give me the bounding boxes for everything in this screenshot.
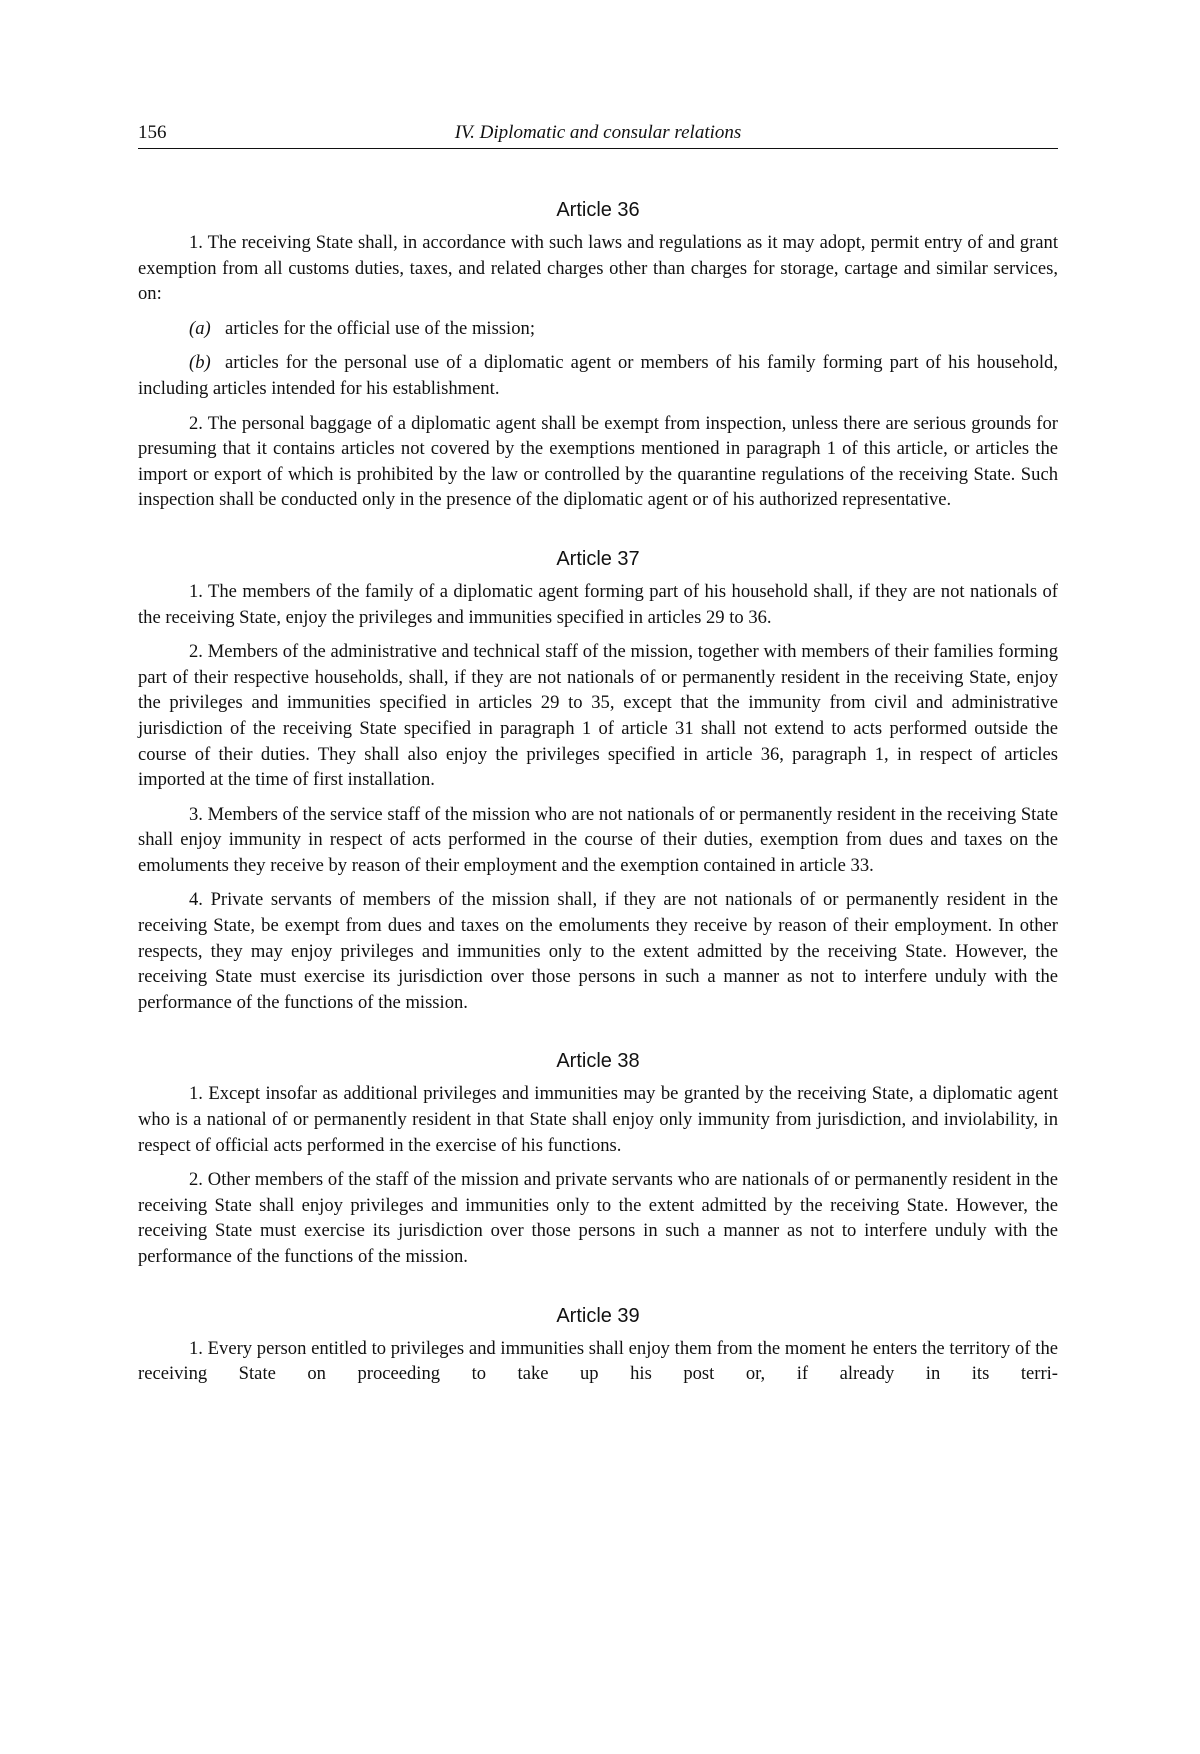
article-heading: Article 36: [556, 199, 640, 221]
article-36: [138, 199, 1058, 513]
paragraph: 2. Members of the administrative and technical staff of the mission, together with members of their families forming part of their respective households, shall, if they are not nationals of or permanently resident in the receiving State, enjoy the privileges and immunities specified in articles 29 to 35, except that the immunity from civil and administrative jurisdiction of the receiving State specified in paragraph 1 of article 31 shall not extend to acts performed outside the course of their duties. They shall also enjoy the privileges specified in article 36, paragraph 1, in respect of articles imported at the time of first installation.: [138, 641, 1058, 791]
running-head: [138, 120, 1058, 149]
paragraph: 1. Every person entitled to privileges and immunities shall enjoy them from the moment he enters the territory of the receiving State on proceeding to take up his post or, if already in its terri-: [138, 1337, 1058, 1385]
article-heading: Article 38: [556, 1050, 640, 1073]
article-39: [138, 1305, 1058, 1387]
list-item-label: (b): [189, 352, 211, 374]
article-heading: Article 37: [556, 547, 640, 570]
running-title: IV. Diplomatic and consular relations: [454, 122, 742, 143]
list-item-text: articles for the official use of the mission;: [225, 317, 535, 339]
paragraph: 1. The receiving State shall, in accordance with such laws and regulations as it may adopt, permit entry of and grant exemption from all customs duties, taxes, and related charges other than charges for storage, cartage and similar services, on:: [138, 232, 1058, 305]
paragraph: 2. Other members of the staff of the mission and private servants who are nationals of or permanently resident in the receiving State shall enjoy privileges and immunities only to the extent admitted by the receiving State. However, the receiving State must exercise its jurisdiction over those persons in such a manner as not to interfere unduly with the performance of the functions of the mission.: [138, 1169, 1058, 1267]
paragraph: 4. Private servants of members of the mission shall, if they are not nationals of or permanently resident in the receiving State, be exempt from dues and taxes on the emoluments they receive by reason of their employment. In other respects, they may enjoy privileges and immunities only to the extent admitted by the receiving State. However, the receiving State must exercise its jurisdiction over those persons in such a manner as not to interfere unduly with the performance of the functions of the mission.: [138, 889, 1058, 1013]
paragraph: 1. Except insofar as additional privileges and immunities may be granted by the receiving State, a diplomatic agent who is a national of or permanently resident in that State shall enjoy only immunity from jurisdiction, and inviolability, in respect of official acts performed in the exercise of his functions.: [138, 1083, 1058, 1156]
paragraph: 3. Members of the service staff of the mission who are not nationals of or permanently resident in the receiving State shall enjoy immunity in respect of acts performed in the course of their duties, exemption from dues and taxes on the emoluments they receive by reason of their employment and the exemption contained in article 33.: [138, 803, 1058, 876]
list-item: [138, 350, 1058, 401]
paragraph: 1. The members of the family of a diplomatic agent forming part of his household shall, if they are not nationals of the receiving State, enjoy the privileges and immunities specified in articles 29 to 36.: [138, 580, 1058, 628]
page-number: 156: [138, 122, 167, 143]
list-item: [138, 316, 1058, 342]
document-page: [138, 120, 1058, 1396]
paragraph: 2. The personal baggage of a diplomatic agent shall be exempt from inspection, unless there are serious grounds for presuming that it contains articles not covered by the exemptions mentioned in paragraph 1 of this article, or articles the import or export of which is prohibited by the law or controlled by the quarantine regulations of the receiving State. Such inspection shall be conducted only in the presence of the diplomatic agent or of his authorized representative.: [138, 412, 1058, 511]
article-heading: Article 39: [556, 1304, 640, 1327]
list-item-label: (a): [189, 317, 211, 339]
article-38: [138, 1050, 1058, 1269]
list-item-text: articles for the personal use of a diplomatic agent or members of his family forming part of his household, including articles intended for his establishment.: [138, 352, 1058, 399]
article-37: [138, 548, 1058, 1016]
